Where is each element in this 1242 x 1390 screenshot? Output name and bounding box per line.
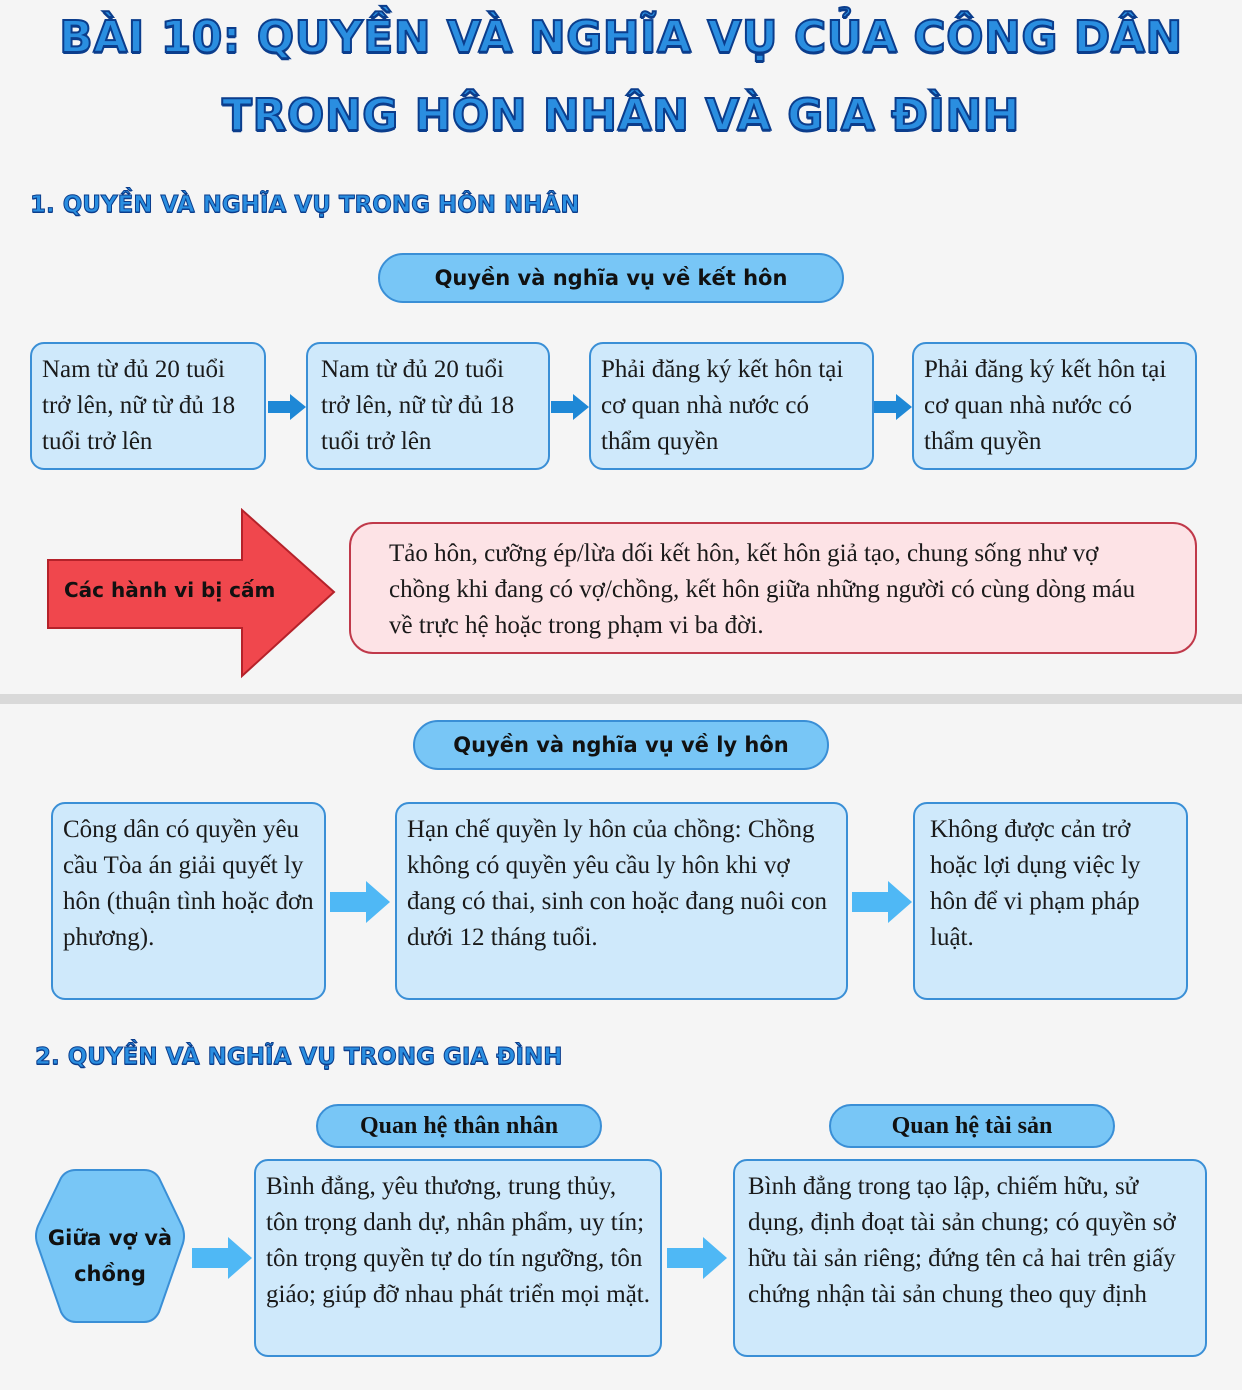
section1-heading: 1. QUYỀN VÀ NGHĨA VỤ TRONG HÔN NHÂN — [30, 192, 580, 218]
arrow-right-icon — [667, 1236, 729, 1280]
page-title-line2: TRONG HÔN NHÂN VÀ GIA ĐÌNH — [222, 90, 1020, 141]
arrow-right-icon — [268, 392, 308, 422]
arrow-right-icon — [874, 392, 914, 422]
subject-label: Giữa vợ và chồng — [47, 1226, 173, 1286]
property-text-box: Bình đẳng trong tạo lập, chiếm hữu, sử dụng, định đoạt tài sản chung; có quyền sở hữu tài sản riêng; đứng tên cả hai trên giấy chứng nhận tài sản chung theo quy định — [733, 1159, 1207, 1357]
arrow-right-icon — [330, 880, 392, 924]
kinship-label: Quan hệ thân nhân — [316, 1104, 602, 1148]
marriage-step-3: Phải đăng ký kết hôn tại cơ quan nhà nước có thẩm quyền — [589, 342, 874, 470]
kinship-text-box: Bình đẳng, yêu thương, trung thủy, tôn trọng danh dự, nhân phẩm, uy tín; tôn trọng quyền tự do tín ngưỡng, tôn giáo; giúp đỡ nhau phát triển mọi mặt. — [254, 1159, 662, 1357]
divorce-label: Quyền và nghĩa vụ về ly hôn — [413, 720, 829, 770]
arrow-right-icon — [551, 392, 591, 422]
divorce-step-1: Công dân có quyền yêu cầu Tòa án giải quyết ly hôn (thuận tình hoặc đơn phương). — [51, 802, 326, 1000]
divorce-step-2: Hạn chế quyền ly hôn của chồng: Chồng không có quyền yêu cầu ly hôn khi vợ đang có thai, sinh con hoặc đang nuôi con dưới 12 tháng tuổi. — [395, 802, 848, 1000]
prohibited-text-box: Tảo hôn, cưỡng ép/lừa dối kết hôn, kết hôn giả tạo, chung sống như vợ chồng khi đang có vợ/chồng, kết hôn giữa những người có cùng dòng máu về trực hệ hoặc trong phạm vi ba đời. — [349, 522, 1197, 654]
property-label: Quan hệ tài sản — [829, 1104, 1115, 1148]
divorce-step-3: Không được cản trở hoặc lợi dụng việc ly hôn để vi phạm pháp luật. — [913, 802, 1188, 1000]
arrow-right-icon — [192, 1236, 254, 1280]
marriage-step-2: Nam từ đủ 20 tuổi trở lên, nữ từ đủ 18 tuổi trở lên — [306, 342, 550, 470]
marriage-step-1: Nam từ đủ 20 tuổi trở lên, nữ từ đủ 18 tuổi trở lên — [30, 342, 266, 470]
marriage-step-4: Phải đăng ký kết hôn tại cơ quan nhà nước có thẩm quyền — [912, 342, 1197, 470]
page-title-line1: BÀI 10: QUYỀN VÀ NGHĨA VỤ CỦA CÔNG DÂN — [59, 12, 1183, 63]
prohibited-label: Các hành vi bị cấm — [64, 578, 276, 602]
section2-heading: 2. QUYỀN VÀ NGHĨA VỤ TRONG GIA ĐÌNH — [35, 1044, 563, 1070]
marriage-label: Quyền và nghĩa vụ về kết hôn — [378, 253, 844, 303]
section-divider — [0, 694, 1242, 704]
arrow-right-icon — [852, 880, 914, 924]
